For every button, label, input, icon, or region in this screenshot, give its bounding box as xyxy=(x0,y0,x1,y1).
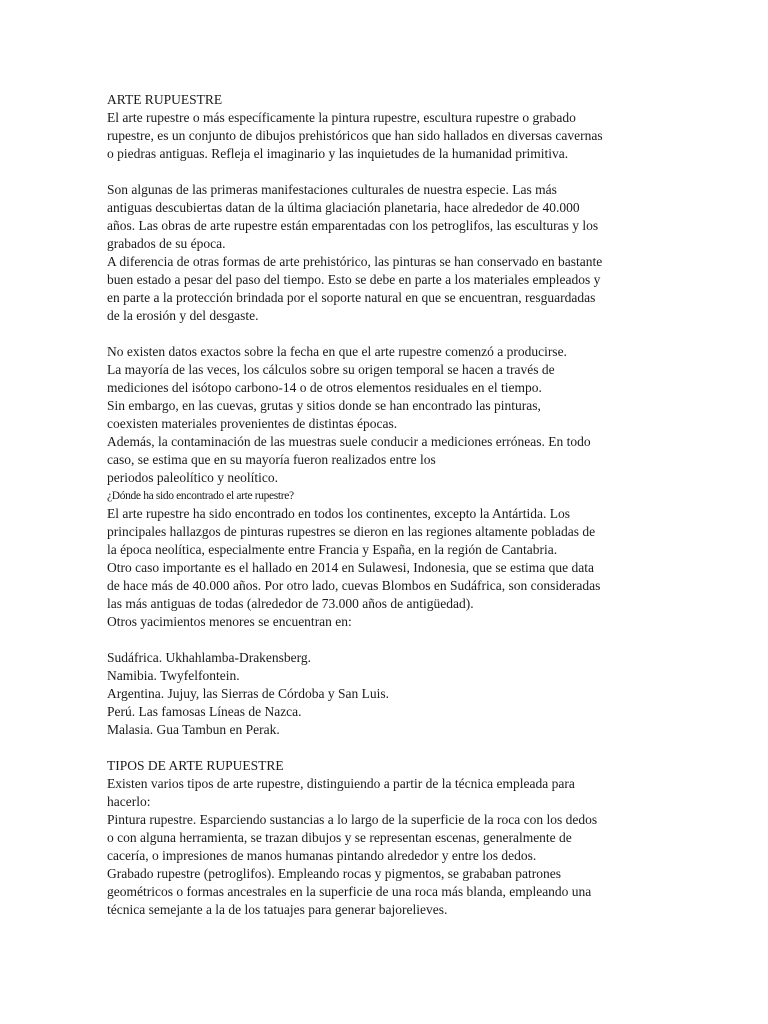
list-item: Perú. Las famosas Líneas de Nazca. xyxy=(107,704,302,719)
paragraph-line: cacería, o impresiones de manos humanas pintando alrededor y entre los dedos. xyxy=(107,848,537,863)
paragraph-line: de hace más de 40.000 años. Por otro lado, cuevas Blombos en Sudáfrica, son consideradas xyxy=(107,578,601,593)
paragraph-line: A diferencia de otras formas de arte prehistórico, las pinturas se han conservado en bastante xyxy=(107,254,603,269)
list-item: Sudáfrica. Ukhahlamba-Drakensberg. xyxy=(107,650,312,665)
paragraph-line: en parte a la protección brindada por el soporte natural en que se encuentran, resguardadas xyxy=(107,290,596,305)
blank-line xyxy=(107,739,707,757)
paragraph-line: Son algunas de las primeras manifestaciones culturales de nuestra especie. Las más xyxy=(107,182,557,197)
paragraph-line: o piedras antiguas. Refleja el imaginario y las inquietudes de la humanidad primitiva. xyxy=(107,146,569,161)
paragraph-line: de la erosión y del desgaste. xyxy=(107,308,259,323)
paragraph-line: buen estado a pesar del paso del tiempo. Esto se debe en parte a los materiales empleados y xyxy=(107,272,601,287)
document-page xyxy=(107,91,707,919)
paragraph-line: años. Las obras de arte rupestre están emparentadas con los petroglifos, las esculturas y los xyxy=(107,218,599,233)
paragraph-line: hacerlo: xyxy=(107,794,151,809)
paragraph-line: rupestre, es un conjunto de dibujos prehistóricos que han sido hallados en diversas cavernas xyxy=(107,128,603,143)
paragraph-line: geométricos o formas ancestrales en la superficie de una roca más blanda, empleando una xyxy=(107,884,592,899)
paragraph-line: Existen varios tipos de arte rupestre, distinguiendo a partir de la técnica empleada para xyxy=(107,776,575,791)
list-item: Namibia. Twyfelfontein. xyxy=(107,668,240,683)
paragraph-line: periodos paleolítico y neolítico. xyxy=(107,470,278,485)
paragraph-line: Pintura rupestre. Esparciendo sustancias a lo largo de la superficie de la roca con los dedos xyxy=(107,812,598,827)
section-heading: TIPOS DE ARTE RUPUESTRE xyxy=(107,758,284,773)
paragraph-line: Otro caso importante es el hallado en 2014 en Sulawesi, Indonesia, que se estima que data xyxy=(107,560,594,575)
paragraph-line: principales hallazgos de pinturas rupestres se dieron en las regiones altamente pobladas de xyxy=(107,524,596,539)
blank-line xyxy=(107,325,707,343)
list-item: Malasia. Gua Tambun en Perak. xyxy=(107,722,280,737)
paragraph-line: técnica semejante a la de los tatuajes para generar bajorelieves. xyxy=(107,902,448,917)
paragraph-line: grabados de su época. xyxy=(107,236,226,251)
paragraph-line: caso, se estima que en su mayoría fueron realizados entre los xyxy=(107,452,436,467)
paragraph-line: La mayoría de las veces, los cálculos sobre su origen temporal se hacen a través de xyxy=(107,362,555,377)
paragraph-line: coexisten materiales provenientes de distintas épocas. xyxy=(107,416,398,431)
blank-line xyxy=(107,163,707,181)
paragraph-line: mediciones del isótopo carbono-14 o de otros elementos residuales en el tiempo. xyxy=(107,380,542,395)
paragraph-line: o con alguna herramienta, se trazan dibujos y se representan escenas, generalmente de xyxy=(107,830,572,845)
paragraph-line: Grabado rupestre (petroglifos). Empleando rocas y pigmentos, se grababan patrones xyxy=(107,866,561,881)
paragraph-line: la época neolítica, especialmente entre Francia y España, en la región de Cantabria. xyxy=(107,542,558,557)
section-heading: ¿Dónde ha sido encontrado el arte rupestre? xyxy=(107,490,294,502)
paragraph-line: El arte rupestre o más específicamente la pintura rupestre, escultura rupestre o grabado xyxy=(107,110,576,125)
paragraph-line: Otros yacimientos menores se encuentran en: xyxy=(107,614,352,629)
paragraph-line: Además, la contaminación de las muestras suele conducir a mediciones erróneas. En todo xyxy=(107,434,591,449)
paragraph-line: El arte rupestre ha sido encontrado en todos los continentes, excepto la Antártida. Los xyxy=(107,506,570,521)
list-item: Argentina. Jujuy, las Sierras de Córdoba y San Luis. xyxy=(107,686,389,701)
paragraph-line: antiguas descubiertas datan de la última glaciación planetaria, hace alrededor de 40.000 xyxy=(107,200,580,215)
paragraph-line: No existen datos exactos sobre la fecha en que el arte rupestre comenzó a producirse. xyxy=(107,344,567,359)
paragraph-line: las más antiguas de todas (alrededor de 73.000 años de antigüedad). xyxy=(107,596,474,611)
document-title: ARTE RUPUESTRE xyxy=(107,92,223,107)
paragraph-line: Sin embargo, en las cuevas, grutas y sitios donde se han encontrado las pinturas, xyxy=(107,398,541,413)
blank-line xyxy=(107,631,707,649)
